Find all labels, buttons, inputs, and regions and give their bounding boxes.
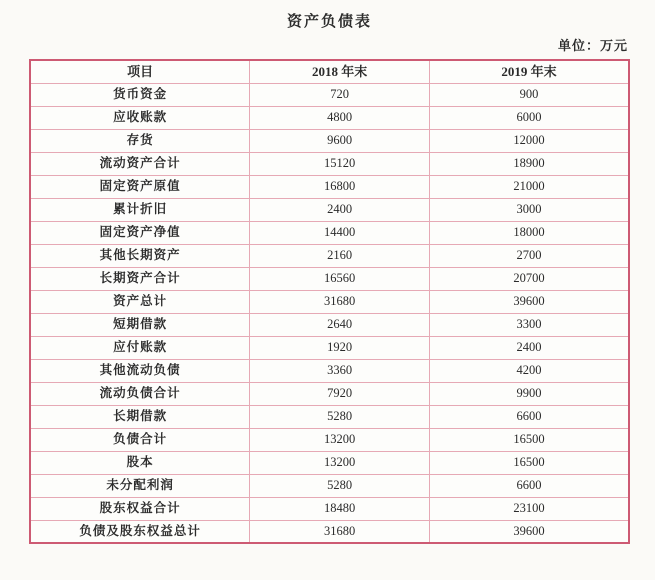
- item-cell: 未分配利润: [30, 474, 250, 497]
- value-2019-cell: 23100: [430, 497, 629, 520]
- column-header-item: 项目: [30, 60, 250, 83]
- item-cell: 股本: [30, 451, 250, 474]
- value-2018-cell: 16560: [250, 267, 430, 290]
- table-row: [30, 382, 629, 405]
- value-2019-cell: 3300: [430, 313, 629, 336]
- value-2019-cell: 39600: [430, 520, 629, 543]
- table-row: [30, 83, 629, 106]
- item-cell: 短期借款: [30, 313, 250, 336]
- value-2019-cell: 9900: [430, 382, 629, 405]
- table-row: [30, 474, 629, 497]
- item-cell: 固定资产原值: [30, 175, 250, 198]
- value-2018-cell: 2400: [250, 198, 430, 221]
- table-row: [30, 290, 629, 313]
- item-cell: 资产总计: [30, 290, 250, 313]
- table-row: [30, 175, 629, 198]
- table-row: [30, 520, 629, 543]
- value-2018-cell: 1920: [250, 336, 430, 359]
- table-row: [30, 451, 629, 474]
- value-2019-cell: 21000: [430, 175, 629, 198]
- value-2019-cell: 16500: [430, 451, 629, 474]
- item-cell: 固定资产净值: [30, 221, 250, 244]
- item-cell: 长期资产合计: [30, 267, 250, 290]
- value-2018-cell: 2160: [250, 244, 430, 267]
- value-2018-cell: 5280: [250, 405, 430, 428]
- value-2018-cell: 13200: [250, 451, 430, 474]
- value-2018-cell: 5280: [250, 474, 430, 497]
- value-2018-cell: 7920: [250, 382, 430, 405]
- value-2019-cell: 2400: [430, 336, 629, 359]
- value-2019-cell: 6600: [430, 474, 629, 497]
- table-row: [30, 359, 629, 382]
- value-2018-cell: 3360: [250, 359, 430, 382]
- table-body: [30, 83, 629, 543]
- table-row: [30, 497, 629, 520]
- item-cell: 负债及股东权益总计: [30, 520, 250, 543]
- value-2019-cell: 12000: [430, 129, 629, 152]
- balance-sheet-table: [29, 59, 630, 544]
- value-2019-cell: 18000: [430, 221, 629, 244]
- value-2019-cell: 900: [430, 83, 629, 106]
- value-2018-cell: 9600: [250, 129, 430, 152]
- value-2018-cell: 4800: [250, 106, 430, 129]
- value-2019-cell: 6600: [430, 405, 629, 428]
- value-2019-cell: 18900: [430, 152, 629, 175]
- item-cell: 流动资产合计: [30, 152, 250, 175]
- item-cell: 负债合计: [30, 428, 250, 451]
- table-row: [30, 428, 629, 451]
- value-2018-cell: 13200: [250, 428, 430, 451]
- item-cell: 流动负债合计: [30, 382, 250, 405]
- table-row: [30, 267, 629, 290]
- item-cell: 应收账款: [30, 106, 250, 129]
- table-row: [30, 313, 629, 336]
- item-cell: 其他长期资产: [30, 244, 250, 267]
- value-2019-cell: 6000: [430, 106, 629, 129]
- column-header-2019: 2019 年末: [430, 60, 629, 83]
- page-title: 资产负债表: [286, 14, 372, 30]
- table-row: [30, 129, 629, 152]
- value-2019-cell: 39600: [430, 290, 629, 313]
- value-2019-cell: 20700: [430, 267, 629, 290]
- value-2019-cell: 16500: [430, 428, 629, 451]
- table-row: [30, 405, 629, 428]
- table-row: [30, 152, 629, 175]
- header-row: [30, 60, 629, 83]
- value-2018-cell: 2640: [250, 313, 430, 336]
- value-2018-cell: 31680: [250, 520, 430, 543]
- item-cell: 存货: [30, 129, 250, 152]
- value-2018-cell: 720: [250, 83, 430, 106]
- table-row: [30, 106, 629, 129]
- item-cell: 货币资金: [30, 83, 250, 106]
- column-header-2018: 2018 年末: [250, 60, 430, 83]
- item-cell: 股东权益合计: [30, 497, 250, 520]
- value-2019-cell: 2700: [430, 244, 629, 267]
- table-row: [30, 221, 629, 244]
- value-2018-cell: 18480: [250, 497, 430, 520]
- item-cell: 累计折旧: [30, 198, 250, 221]
- item-cell: 应付账款: [30, 336, 250, 359]
- value-2019-cell: 4200: [430, 359, 629, 382]
- value-2018-cell: 14400: [250, 221, 430, 244]
- table-row: [30, 198, 629, 221]
- table-row: [30, 244, 629, 267]
- unit-label: 单位：万元: [557, 38, 628, 53]
- value-2018-cell: 15120: [250, 152, 430, 175]
- balance-sheet-page: [29, 0, 630, 544]
- item-cell: 长期借款: [30, 405, 250, 428]
- table-header: [30, 60, 629, 83]
- item-cell: 其他流动负债: [30, 359, 250, 382]
- value-2018-cell: 16800: [250, 175, 430, 198]
- table-row: [30, 336, 629, 359]
- value-2019-cell: 3000: [430, 198, 629, 221]
- value-2018-cell: 31680: [250, 290, 430, 313]
